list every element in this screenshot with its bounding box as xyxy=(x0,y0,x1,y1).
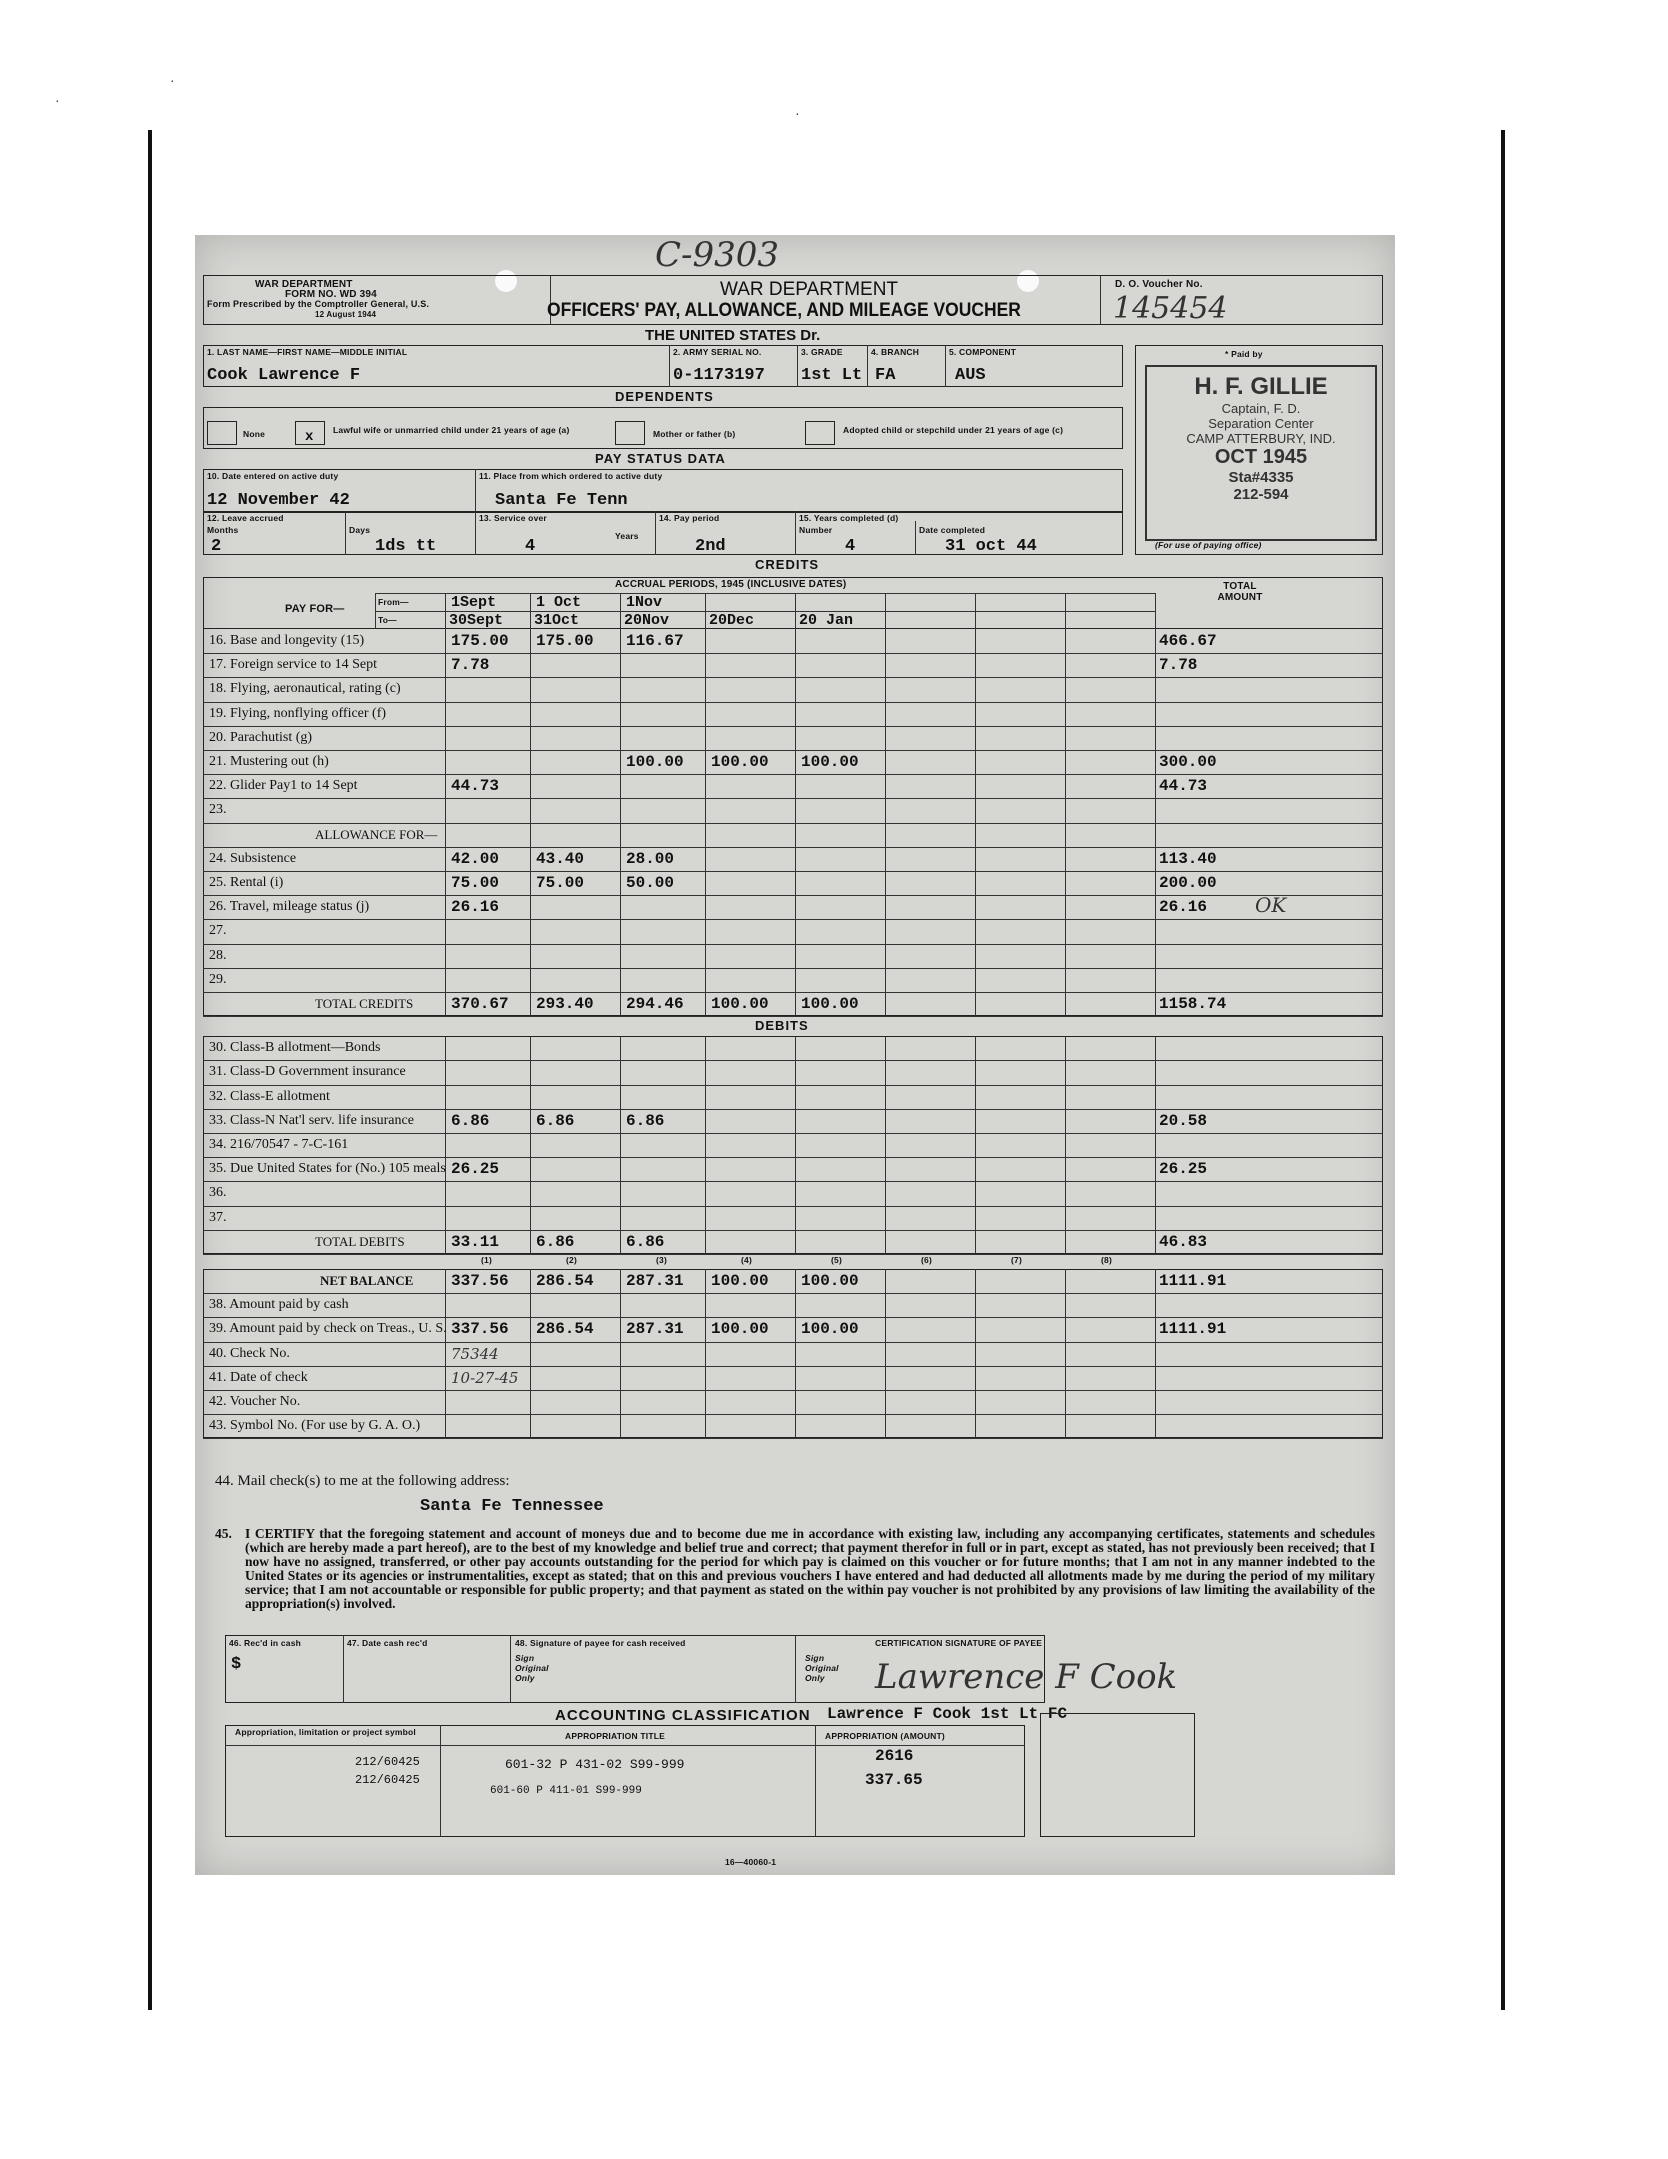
debit-row-label: 31. Class-D Government insurance xyxy=(209,1064,406,1080)
travel-ok-annotation: OK xyxy=(1255,893,1287,918)
none-checkbox xyxy=(207,421,237,445)
credit-row-label: 23. xyxy=(209,802,227,818)
scan-mark: · xyxy=(170,75,175,90)
credit-row-value: 175.00 xyxy=(536,632,594,650)
credits-heading: CREDITS xyxy=(755,557,820,572)
scan-border-right xyxy=(1501,130,1505,2010)
payee-cash-signature-label: 48. Signature of payee for cash received xyxy=(515,1638,686,1648)
to-date: 20 Jan xyxy=(799,612,854,629)
date-entered-value: 12 November 42 xyxy=(207,491,350,510)
voucher-document xyxy=(195,235,1395,1875)
credit-row-label: 17. Foreign service to 14 Sept xyxy=(209,657,377,673)
debit-row-value: 6.86 xyxy=(626,1232,665,1251)
column-number: (6) xyxy=(921,1255,932,1265)
stamp-officer-name: H. F. GILLIE xyxy=(1194,373,1328,400)
credit-row-value: 100.00 xyxy=(801,995,859,1013)
credit-row-total: 113.40 xyxy=(1159,849,1217,868)
credit-row-label: TOTAL CREDITS xyxy=(315,996,414,1011)
header-title-department: WAR DEPARTMENT xyxy=(720,279,899,300)
pay-period-label: 14. Pay period xyxy=(659,513,720,523)
net-balance-value: 100.00 xyxy=(801,1272,859,1290)
header-form-line: WAR DEPARTMENT xyxy=(255,279,353,290)
scan-border-left xyxy=(148,130,152,2010)
debits-heading: DEBITS xyxy=(755,1018,809,1034)
mother-label: Mother or father (b) xyxy=(653,429,736,439)
adopted-label: Adopted child or stepchild under 21 years of age (c) xyxy=(843,425,1064,435)
credit-row-value: 100.00 xyxy=(711,753,769,771)
serial-label: 2. ARMY SERIAL NO. xyxy=(673,347,762,357)
credit-row-value: 293.40 xyxy=(536,995,594,1013)
voucher-number: 145454 xyxy=(1113,291,1228,326)
credit-row-value: 100.00 xyxy=(711,995,769,1013)
credit-row-total: 466.67 xyxy=(1159,632,1217,650)
credit-row-value: 116.67 xyxy=(626,632,684,650)
column-number: (7) xyxy=(1011,1255,1022,1265)
stamp-station: Sta#4335 xyxy=(1228,469,1294,486)
payment-row-label: 40. Check No. xyxy=(209,1345,290,1361)
credit-row-label: 16. Base and longevity (15) xyxy=(209,633,365,648)
stamp-rank: Captain, F. D. xyxy=(1221,401,1301,416)
appropriation-amount-label: APPROPRIATION (AMOUNT) xyxy=(825,1731,945,1741)
branch-label: 4. BRANCH xyxy=(871,347,920,357)
mail-check-label: 44. Mail check(s) to me at the following address: xyxy=(215,1473,510,1489)
service-label: 13. Service over xyxy=(479,513,547,523)
page-title: OFFICERS' PAY, ALLOWANCE, AND MILEAGE VOUCHER xyxy=(547,300,1021,321)
header-form-line: Form Prescribed by the Comptroller General, U.S. xyxy=(207,299,430,309)
paying-office-note: (For use of paying office) xyxy=(1155,540,1262,550)
accounting-side-box xyxy=(1040,1713,1195,1837)
form-number: 16—40060-1 xyxy=(725,1857,777,1867)
debit-row-value: 26.25 xyxy=(451,1160,500,1179)
debit-row-label: 30. Class-B allotment—Bonds xyxy=(209,1040,381,1056)
credit-row-value: 43.40 xyxy=(536,849,585,868)
payment-row-value: 337.56 xyxy=(451,1320,509,1339)
credit-row-label: 22. Glider Pay1 to 14 Sept xyxy=(209,778,358,794)
credit-row-value: 370.67 xyxy=(451,995,509,1013)
column-number: (8) xyxy=(1101,1255,1112,1265)
payment-row-label: 39. Amount paid by check on Treas., U. S. xyxy=(209,1321,447,1337)
certification-number: 45. xyxy=(215,1526,232,1541)
to-date: 30Sept xyxy=(449,612,504,629)
credit-row-label: 25. Rental (i) xyxy=(209,875,284,890)
leave-months: 2 xyxy=(211,537,222,556)
credit-row-value: 42.00 xyxy=(451,849,500,868)
sign-original-note: Sign Original Only xyxy=(515,1653,549,1683)
scan-mark: · xyxy=(795,108,800,123)
paying-office-stamp xyxy=(1145,365,1377,541)
credit-row-label: ALLOWANCE FOR— xyxy=(315,826,438,842)
payment-row-value: 10-27-45 xyxy=(451,1368,519,1387)
debit-row-label: 37. xyxy=(209,1209,227,1225)
debit-row-label: 32. Class-E allotment xyxy=(209,1088,330,1104)
years-completed: 4 xyxy=(845,537,856,556)
payee-signature-label: CERTIFICATION SIGNATURE OF PAYEE xyxy=(875,1638,1043,1648)
accounting-amount: 2616 xyxy=(875,1747,914,1765)
column-number: (2) xyxy=(566,1255,577,1265)
date-completed-label: Date completed xyxy=(919,525,986,535)
debit-row-value: 33.11 xyxy=(451,1232,500,1251)
payment-row-value: 286.54 xyxy=(536,1320,594,1339)
credit-row-value: 50.00 xyxy=(626,874,675,892)
pay-status-heading: PAY STATUS DATA xyxy=(595,451,726,466)
to-date: 20Nov xyxy=(624,612,670,629)
total-amount-label: TOTAL AMOUNT xyxy=(1217,581,1263,603)
net-balance-total: 1111.91 xyxy=(1159,1272,1227,1290)
payment-row-label: 38. Amount paid by cash xyxy=(209,1297,349,1313)
place-value: Santa Fe Tenn xyxy=(495,491,628,510)
debit-row-value: 6.86 xyxy=(451,1111,490,1130)
pay-for-label: PAY FOR— xyxy=(285,603,345,615)
accounting-title: 601-60 P 411-01 S99-999 xyxy=(490,1785,642,1797)
dependents-heading: DEPENDENTS xyxy=(615,389,714,404)
debit-row-label: TOTAL DEBITS xyxy=(315,1233,405,1249)
mail-address: Santa Fe Tennessee xyxy=(420,1497,604,1516)
debit-row-value: 6.86 xyxy=(626,1111,665,1130)
officer-name: Cook Lawrence F xyxy=(207,366,361,385)
appropriation-title-label: APPROPRIATION TITLE xyxy=(565,1731,665,1741)
credit-row-value: 100.00 xyxy=(626,753,684,771)
payment-row-label: 42. Voucher No. xyxy=(209,1394,301,1409)
to-date: 20Dec xyxy=(709,612,755,629)
credit-row-label: 18. Flying, aeronautical, rating (c) xyxy=(209,681,401,697)
recd-cash-label: 46. Rec'd in cash xyxy=(229,1638,302,1648)
adopted-checkbox xyxy=(805,421,835,445)
column-number: (1) xyxy=(481,1255,492,1265)
date-entered-label: 10. Date entered on active duty xyxy=(207,471,339,481)
united-states-line: THE UNITED STATES Dr. xyxy=(645,327,821,344)
debit-row-total: 46.83 xyxy=(1159,1232,1208,1251)
accounting-amount: 337.65 xyxy=(865,1771,923,1789)
grade: 1st Lt xyxy=(801,366,863,385)
debit-row-total: 26.25 xyxy=(1159,1160,1208,1179)
accounting-symbol: 212/60425 xyxy=(355,1773,420,1787)
debit-row-total: 20.58 xyxy=(1159,1111,1208,1130)
component-label: 5. COMPONENT xyxy=(949,347,1017,357)
scan-mark: · xyxy=(55,95,60,110)
debit-row-label: 34. 216/70547 - 7-C-161 xyxy=(209,1137,349,1152)
payee-signature: Lawrence F Cook xyxy=(875,1657,1178,1697)
voucher-number-label: D. O. Voucher No. xyxy=(1115,279,1203,290)
years-completed-label: 15. Years completed (d) xyxy=(799,513,899,523)
payment-row-value: 75344 xyxy=(451,1344,499,1363)
date-cash-label: 47. Date cash rec'd xyxy=(347,1638,428,1648)
accrual-periods-heading: ACCRUAL PERIODS, 1945 (INCLUSIVE DATES) xyxy=(615,579,847,590)
stamp-symbol: 212-594 xyxy=(1233,486,1289,503)
credit-row-value: 28.00 xyxy=(626,849,675,868)
lawful-label: Lawful wife or unmarried child under 21 years of age (a) xyxy=(333,425,570,435)
from-date: 1Nov xyxy=(626,594,663,611)
name-label: 1. LAST NAME—FIRST NAME—MIDDLE INITIAL xyxy=(207,347,408,357)
credit-row-total: 7.78 xyxy=(1159,656,1198,675)
credit-row-value: 75.00 xyxy=(536,874,585,892)
payment-row-value: 287.31 xyxy=(626,1320,684,1339)
none-label: None xyxy=(243,429,266,439)
typed-payee-name: Lawrence F Cook 1st Lt FC xyxy=(827,1705,1068,1723)
debit-row-value: 6.86 xyxy=(536,1232,575,1251)
credit-row-value: 44.73 xyxy=(451,777,500,796)
credit-row-label: 20. Parachutist (g) xyxy=(209,729,313,745)
from-label: From— xyxy=(378,597,409,607)
grade-label: 3. GRADE xyxy=(801,347,843,357)
leave-days: 1ds tt xyxy=(375,537,437,556)
credit-row-label: 29. xyxy=(209,971,227,987)
credit-row-value: 7.78 xyxy=(451,656,490,675)
payment-row-value: 100.00 xyxy=(711,1320,769,1339)
debit-row-label: 36. xyxy=(209,1185,227,1201)
credit-row-total: 26.16 xyxy=(1159,898,1208,917)
payment-row-value: 100.00 xyxy=(801,1320,859,1339)
credit-row-label: 26. Travel, mileage status (j) xyxy=(209,899,370,915)
from-date: 1Sept xyxy=(451,594,497,611)
accounting-title: 601-32 P 431-02 S99-999 xyxy=(505,1757,685,1772)
credit-row-total: 44.73 xyxy=(1159,777,1208,796)
stamp-date: OCT 1945 xyxy=(1214,446,1308,468)
credit-row-label: 24. Subsistence xyxy=(209,850,297,866)
number-label: Number xyxy=(799,525,833,535)
handwritten-file-number: C-9303 xyxy=(655,235,780,275)
paid-by-label: * Paid by xyxy=(1225,349,1263,359)
header-form-line: FORM NO. WD 394 xyxy=(285,289,377,300)
to-label: To— xyxy=(378,615,397,625)
days-label: Days xyxy=(349,525,371,535)
to-date: 31Oct xyxy=(534,612,580,629)
stamp-unit: Separation Center xyxy=(1208,416,1314,431)
recd-cash-value: $ xyxy=(231,1655,242,1674)
credit-row-total: 300.00 xyxy=(1159,753,1217,771)
net-balance-label: NET BALANCE xyxy=(320,1273,414,1288)
column-number: (5) xyxy=(831,1255,842,1265)
years-label: Years xyxy=(615,531,639,541)
accounting-heading: ACCOUNTING CLASSIFICATION xyxy=(555,1707,811,1724)
credit-row-label: 19. Flying, nonflying officer (f) xyxy=(209,705,387,721)
column-number: (4) xyxy=(741,1255,752,1265)
payment-row-label: 43. Symbol No. (For use by G. A. O.) xyxy=(209,1418,421,1434)
branch: FA xyxy=(875,366,896,385)
component: AUS xyxy=(955,366,986,385)
credit-row-value: 26.16 xyxy=(451,898,500,917)
credit-row-label: 21. Mustering out (h) xyxy=(209,754,329,769)
credit-row-value: 75.00 xyxy=(451,874,500,892)
lawful-x-mark: x xyxy=(305,429,314,445)
credit-row-total: 200.00 xyxy=(1159,874,1217,892)
credit-row-label: 28. xyxy=(209,947,227,963)
credit-row-value: 175.00 xyxy=(451,632,509,650)
net-balance-value: 286.54 xyxy=(536,1272,594,1290)
mother-checkbox xyxy=(615,421,645,445)
payment-row-total: 1111.91 xyxy=(1159,1320,1227,1339)
pay-period: 2nd xyxy=(695,537,726,556)
date-completed: 31 oct 44 xyxy=(945,537,1037,556)
from-date: 1 Oct xyxy=(536,594,582,611)
leave-label: 12. Leave accrued xyxy=(207,513,284,523)
debit-row-label: 33. Class-N Nat'l serv. life insurance xyxy=(209,1112,414,1128)
army-serial: 0-1173197 xyxy=(673,366,765,385)
net-balance-value: 337.56 xyxy=(451,1272,509,1290)
months-label: Months xyxy=(207,525,239,535)
column-number: (3) xyxy=(656,1255,667,1265)
stamp-location: CAMP ATTERBURY, IND. xyxy=(1186,431,1336,446)
debit-row-label: 35. Due United States for (No.) 105 meals xyxy=(209,1161,446,1177)
header-form-line: 12 August 1944 xyxy=(315,310,377,319)
service-years: 4 xyxy=(525,537,536,556)
credit-row-value: 294.46 xyxy=(626,995,684,1013)
net-balance-value: 287.31 xyxy=(626,1272,684,1290)
place-label: 11. Place from which ordered to active duty xyxy=(479,471,663,481)
accounting-symbol: 212/60425 xyxy=(355,1755,420,1769)
payment-row-label: 41. Date of check xyxy=(209,1369,308,1385)
debit-row-value: 6.86 xyxy=(536,1111,575,1130)
credit-row-value: 100.00 xyxy=(801,753,859,771)
net-balance-value: 100.00 xyxy=(711,1272,769,1290)
sign-original-note-2: Sign Original Only xyxy=(805,1653,839,1683)
appropriation-symbol-label: Appropriation, limitation or project symbol xyxy=(235,1727,416,1737)
certification-text: I CERTIFY that the foregoing statement and account of moneys due and to become due me in accordance with existing law, including any accompanying certificates, statements and schedules (which are hereby made a part hereof), are to the best of my knowledge and belief true and correct; that payment therefor in full or in part, except as stated, has not previously been received; that I now have no assigned, transferred, or other pay accounts outstanding for the period for which pay is claimed on this voucher or for future months; that I am not in any manner indebted to the United States or its agencies or instrumentalities, except as stated; that on this and previous vouchers I have entered and had deducted all allotments made by me during the period of my military service; that I am not accountable or responsible for public property; and that payment as stated on the within pay voucher is not prohibited by any provisions of law limiting the availability of the appropriation(s) involved. xyxy=(245,1526,1375,1611)
credit-row-total: 1158.74 xyxy=(1159,995,1227,1013)
credit-row-label: 27. xyxy=(209,923,227,939)
